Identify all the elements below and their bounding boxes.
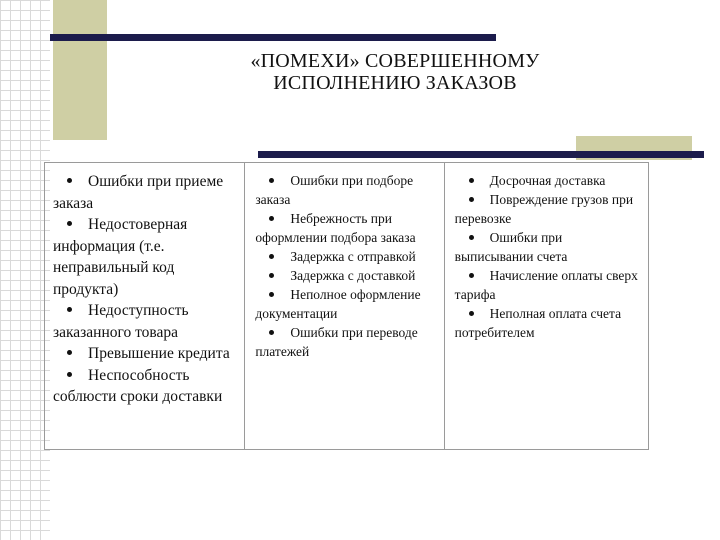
list-item: [255, 247, 437, 266]
slide-title-line-1: «ПОМЕХИ» СОВЕРШЕННОМУ: [250, 50, 540, 72]
list-item: [53, 365, 238, 408]
list-item: [53, 300, 238, 343]
column-delivery-billing: [444, 163, 648, 449]
bullet-icon: [67, 178, 72, 183]
navy-accent-bar-top: [50, 34, 496, 41]
list-item-text: Задержка с доставкой: [290, 268, 416, 283]
navy-accent-bar-middle: [258, 151, 704, 158]
slide-title: [180, 50, 610, 94]
list-item-text: Начисление оплаты сверх тарифа: [454, 268, 638, 302]
bullet-icon: [269, 330, 274, 335]
bullet-icon: [67, 307, 72, 312]
grid-decoration: [0, 0, 50, 540]
bullet-icon: [67, 372, 72, 377]
list-item: [255, 209, 437, 247]
obstacles-table: [44, 162, 649, 450]
list-item-text: Повреждение грузов при перевозке: [454, 192, 634, 226]
list-item: [53, 171, 238, 214]
list-item: [255, 171, 437, 209]
list-item-text: Недоступность заказанного товара: [53, 302, 189, 341]
list-item: [455, 304, 642, 342]
slide-title-line-2: ИСПОЛНЕНИЮ ЗАКАЗОВ: [273, 72, 517, 94]
bullet-icon: [269, 292, 274, 297]
list-item: [255, 323, 437, 361]
bullet-icon: [269, 178, 274, 183]
bullet-icon: [469, 273, 474, 278]
list-item-text: Досрочная доставка: [489, 173, 606, 188]
list-item-text: Неполная оплата счета потребителем: [454, 306, 622, 340]
bullet-icon: [269, 216, 274, 221]
list-item-text: Небрежность при оформлении подбора заказа: [255, 211, 416, 245]
list-item: [455, 171, 642, 190]
list-item-text: Превышение кредита: [88, 345, 230, 362]
bullet-icon: [67, 350, 72, 355]
list-item-text: Ошибки при приеме заказа: [53, 173, 224, 212]
list-item-text: Недостоверная информация (т.е. неправильный код продукта): [53, 216, 188, 298]
bullet-icon: [469, 197, 474, 202]
column-order-receipt: [45, 163, 244, 449]
list-item-text: Задержка с отправкой: [290, 249, 416, 264]
bullet-icon: [469, 311, 474, 316]
column-order-picking: [244, 163, 443, 449]
list-item-text: Ошибки при переводе платежей: [255, 325, 418, 359]
list-item-text: Ошибки при выписывании счета: [454, 230, 568, 264]
list-item: [455, 228, 642, 266]
list-item: [255, 285, 437, 323]
list-item: [53, 343, 238, 365]
olive-accent-block-top: [53, 0, 107, 140]
bullet-icon: [269, 273, 274, 278]
bullet-icon: [67, 221, 72, 226]
list-item-text: Неспособность соблюсти сроки доставки: [53, 366, 223, 405]
bullet-icon: [469, 178, 474, 183]
list-item-text: Ошибки при подборе заказа: [255, 173, 414, 207]
list-item-text: Неполное оформление документации: [255, 287, 421, 321]
bullet-icon: [269, 254, 274, 259]
list-item: [455, 266, 642, 304]
bullet-icon: [469, 235, 474, 240]
list-item: [255, 266, 437, 285]
list-item: [455, 190, 642, 228]
list-item: [53, 214, 238, 300]
